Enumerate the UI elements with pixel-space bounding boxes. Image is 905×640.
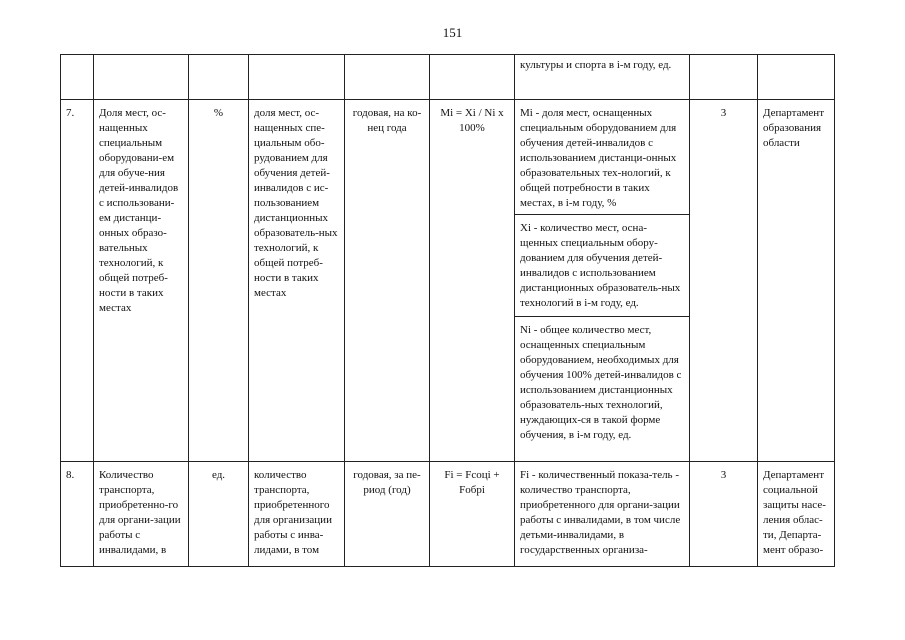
cell-unit: [189, 462, 249, 567]
cell-method: 3: [690, 100, 758, 462]
cell-unit-text: ед.: [211, 469, 226, 481]
cell-empty: [189, 55, 249, 100]
cell-number: 7.: [61, 100, 94, 462]
page-number: 151: [442, 25, 463, 40]
cell-variables-continued: культуры и спорта в i-м году, ед.: [515, 55, 690, 100]
cell-periodicity: годовая, на ко-нец года: [345, 100, 430, 462]
cell-empty: [249, 55, 345, 100]
cell-method: [690, 462, 758, 567]
cell-method-text: 3: [720, 469, 727, 481]
cell-unit: %: [189, 100, 249, 462]
cell-periodicity-text: годовая, за пе-риод (год): [353, 469, 421, 496]
cell-empty: [345, 55, 430, 100]
cell-responsible: [758, 462, 835, 567]
indicator-table: [60, 54, 835, 567]
table-row-7: [61, 100, 835, 215]
cell-variable-definition: Ni - общее количество мест, оснащенных специальным оборудованием, необходимых для обучения 100% детей-инвалидов с использованием дистанционных образователь-ных технологий, нуждающих-ся в такой форме обучения, в i-м году, ед.: [515, 317, 690, 462]
table-row-8: [61, 462, 835, 567]
cell-definition: [249, 462, 345, 567]
cell-definition: доля мест, ос-нащенных спе-циальным обо-рудованием для обучения детей-инвалидов с ис-пользованием дистанционных образователь-ных технологий, к общей потреб-ности в таких местах: [249, 100, 345, 462]
cell-responsible: Департамент образования области: [758, 100, 835, 462]
cell-variable-definition: Mi - доля мест, оснащенных специальным оборудованием для обучения детей-инвалидов с использованием дистанци-онных образовательных тех-нологий, к общей потребности в таких местах, в i-м году, %: [515, 100, 690, 215]
cell-empty: [430, 55, 515, 100]
cell-empty: [690, 55, 758, 100]
cell-indicator-name: Доля мест, ос-нащенных специальным оборудовани-ем для обуче-ния детей-инвалидов с использовани-ем дистанци-онных образо-вательных технологий, к общей потреб-ности в таких местах: [94, 100, 189, 462]
cell-formula: [430, 462, 515, 567]
cell-formula: Mi = Xi / Ni x 100%: [430, 100, 515, 462]
cell-variable-definition: Xi - количество мест, осна-щенных специальным обору-дованием для обучения детей-инвалидов с использованием дистанционных образователь-ных технологий в i-м году, ед.: [515, 215, 690, 317]
table-row-continued: [61, 55, 835, 100]
cell-variable-definition-text: Fi - количественный показа-тель - количество транспорта, приобретенного для органи-зации работы с инвалидами, в том числе детьми-инвалидами, в государственных организа-: [520, 469, 681, 556]
cell-empty: [758, 55, 835, 100]
cell-periodicity: [345, 462, 430, 567]
cell-empty: [61, 55, 94, 100]
cell-number: [61, 462, 94, 567]
cell-formula-text: Fi = Fcоцi + Fобрi: [444, 469, 500, 496]
cell-definition-text: количество транспорта, приобретенного для организации работы с инва-лидами, в том: [254, 469, 332, 556]
cell-empty: [94, 55, 189, 100]
cell-responsible-text: Департамент социальной защиты насе-ления облас-ти, Департа-мент образо-: [763, 469, 826, 556]
cell-variable-definition: [515, 462, 690, 567]
cell-indicator-name: [94, 462, 189, 567]
cell-indicator-name-text: Количество транспорта, приобретенно-го для органи-зации работы с инвалидами, в: [99, 469, 181, 556]
cell-number-text: 8.: [66, 469, 75, 481]
